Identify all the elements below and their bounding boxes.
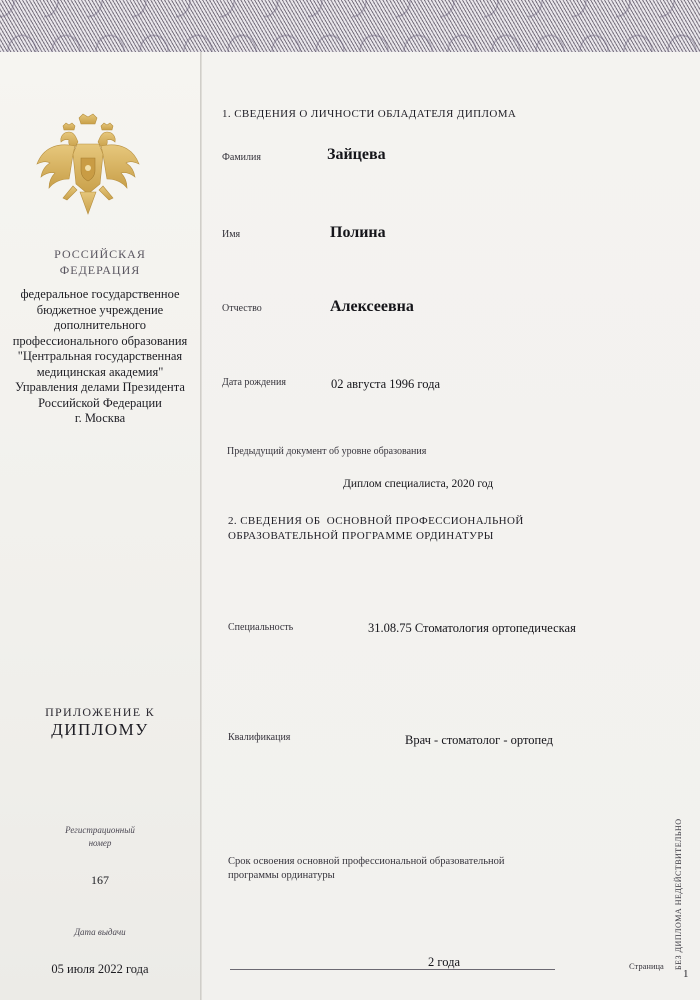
study-term-label-line1: Срок освоения основной профессиональной образовательной	[228, 856, 505, 867]
org-line: профессионального образования	[12, 333, 188, 348]
org-line: дополнительного	[54, 318, 146, 332]
page-label: Страница	[629, 961, 664, 971]
appendix-title-line1: ПРИЛОЖЕНИЕ К	[45, 705, 155, 719]
org-line: Российской Федерации	[38, 395, 162, 410]
issue-date-label: Дата выдачи	[74, 927, 126, 937]
org-line: медицинская академия"	[36, 364, 164, 379]
qualification-label: Квалификация	[228, 732, 291, 743]
surname-label: Фамилия	[222, 152, 261, 163]
section1-title: 1. СВЕДЕНИЯ О ЛИЧНОСТИ ОБЛАДАТЕЛЯ ДИПЛОМА	[222, 108, 517, 120]
study-term-label-line2: программы ординатуры	[228, 870, 335, 881]
country-name-line2: ФЕДЕРАЦИЯ	[59, 263, 141, 277]
birth-date-value: 02 августа 1996 года	[331, 377, 441, 391]
surname-value: Зайцева	[327, 146, 386, 163]
section2-title	[228, 514, 524, 544]
organization-name	[0, 287, 200, 427]
section2-title-line1: 2. СВЕДЕНИЯ ОБ ОСНОВНОЙ ПРОФЕССИОНАЛЬНОЙ	[228, 515, 524, 527]
study-term-value: 2 года	[428, 955, 460, 969]
side-note: БЕЗ ДИПЛОМА НЕДЕЙСТВИТЕЛЬНО	[674, 818, 683, 970]
reg-number-label-line2: номер	[88, 838, 112, 848]
study-term-underline	[230, 969, 555, 970]
study-term-label	[228, 855, 505, 883]
org-line: бюджетное учреждение	[36, 302, 164, 317]
section2-title-line2: ОБРАЗОВАТЕЛЬНОЙ ПРОГРАММЕ ОРДИНАТУРЫ	[228, 530, 494, 542]
patronymic-label: Отчество	[222, 303, 262, 314]
birth-date-label: Дата рождения	[222, 377, 286, 388]
org-line: федеральное государственное	[20, 287, 180, 301]
previous-document-value: Диплом специалиста, 2020 год	[343, 478, 494, 490]
org-line: Управления делами Президента	[15, 380, 185, 394]
registration-number: 167	[91, 873, 109, 887]
name-label: Имя	[222, 229, 241, 240]
appendix-title-line2: ДИПЛОМУ	[51, 720, 149, 739]
org-line: г. Москва	[74, 411, 126, 425]
guilloche-border	[0, 0, 700, 52]
country-name-line1: РОССИЙСКАЯ	[54, 247, 146, 261]
specialty-label: Специальность	[228, 622, 294, 633]
name-value: Полина	[330, 224, 386, 241]
previous-document-label: Предыдущий документ об уровне образования	[227, 446, 427, 457]
reg-number-label-line1: Регистрационный	[65, 825, 135, 835]
specialty-value: 31.08.75 Стоматология ортопедическая	[368, 621, 576, 635]
issue-date: 05 июля 2022 года	[51, 962, 149, 976]
qualification-value: Врач - стоматолог - ортопед	[405, 733, 553, 747]
org-line: "Центральная государственная	[17, 349, 183, 363]
double-headed-eagle-emblem	[33, 112, 143, 222]
patronymic-value: Алексеевна	[330, 298, 414, 315]
page-number: 1	[683, 968, 689, 980]
